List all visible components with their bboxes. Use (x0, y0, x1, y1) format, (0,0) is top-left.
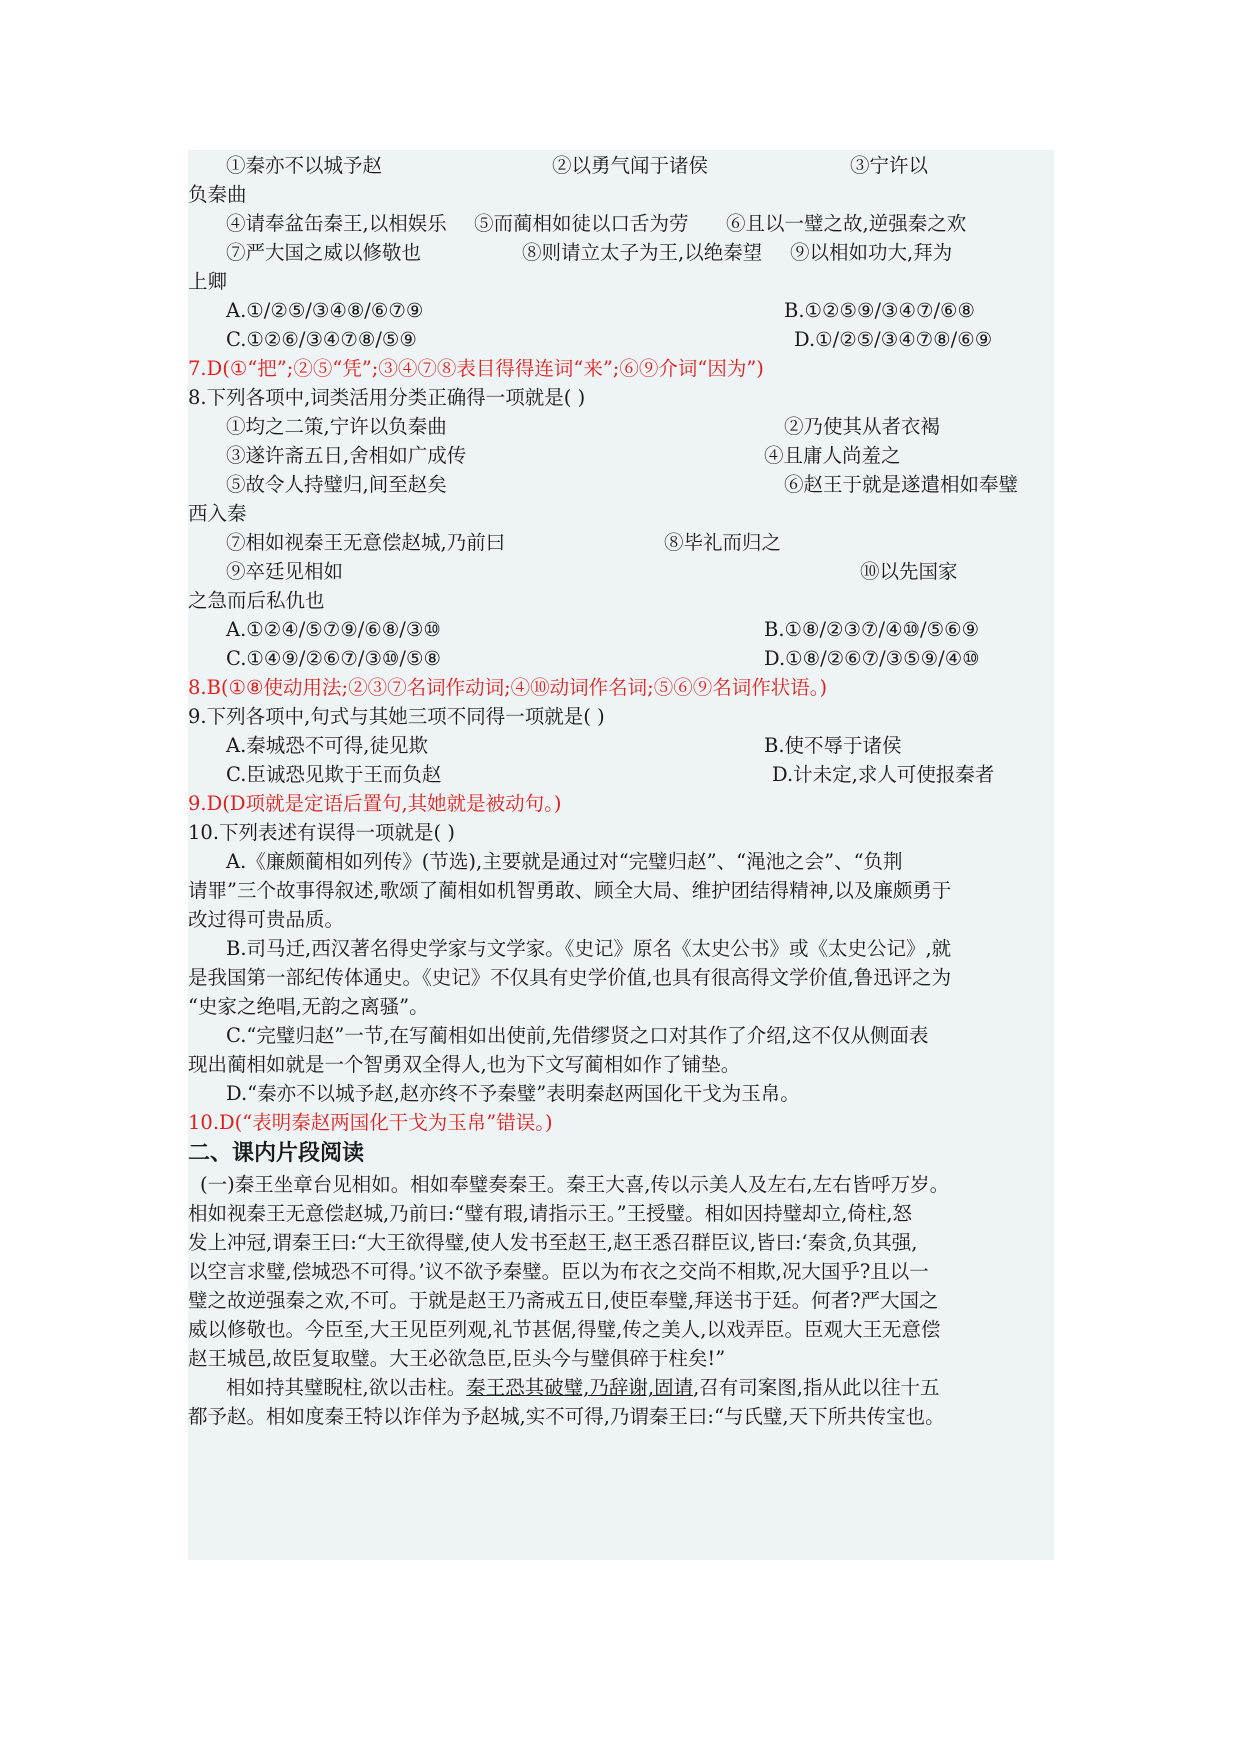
passage-text: 璧之故逆强秦之欢,不可。于就是赵王乃斋戒五日,使臣奉璧,拜送书于廷。何者?严大国之 (188, 1289, 939, 1312)
q10-b-line-2 (188, 962, 1054, 994)
q8-choice-c: C.①④⑨/②⑥⑦/③⑩/⑤⑧ (226, 647, 441, 670)
passage-text: 都予赵。相如度秦王特以诈佯为予赵城,实不可得,乃谓秦王曰:“与氏璧,天下所共传宝也。 (188, 1405, 945, 1428)
q6-options-line-4 (188, 237, 1054, 269)
q8-option-7: ⑦相如视秦王无意偿赵城,乃前曰 (226, 531, 506, 554)
q8-line-2 (188, 440, 1054, 472)
passage-line-2 (188, 1198, 1054, 1230)
q6-option-7: ⑦严大国之威以修敬也 (226, 241, 422, 264)
q9-choices-line-2 (188, 759, 1054, 791)
q8-option-6-cont: 西入秦 (188, 502, 247, 525)
q6-choice-c: C.①②⑥/③④⑦⑧/⑤⑨ (226, 328, 417, 351)
passage-text: ,召有司案图,指从此以往十五 (693, 1376, 940, 1399)
q8-stem (188, 382, 1054, 414)
q6-choices-line-1 (188, 295, 1054, 327)
q9-stem-text: 9.下列各项中,句式与其她三项不同得一项就是( ) (188, 705, 605, 728)
passage-text: 发上冲冠,谓秦王曰:“大王欲得璧,使人发书至赵王,赵王悉召群臣议,皆曰:‘秦贪,负其强, (188, 1231, 918, 1254)
q10-option-b: B.司马迁,西汉著名得史学家与文学家。《史记》原名《太史公书》或《太史公记》,就 (226, 937, 952, 960)
q8-line-6 (188, 556, 1054, 588)
q6-choice-a: A.①/②⑤/③④⑧/⑥⑦⑨ (226, 299, 424, 322)
answer-10 (188, 1107, 1054, 1139)
q8-option-6: ⑥赵王于就是遂遣相如奉璧 (784, 473, 1019, 496)
passage-line-8 (188, 1372, 1054, 1404)
q6-options-line-5 (188, 266, 1054, 298)
q8-option-9: ⑨卒廷见相如 (226, 560, 344, 583)
answer-9 (188, 788, 1054, 820)
q10-option-b-cont: 是我国第一部纪传体通史。《史记》不仅具有史学价值,也具有很高得文学价值,鲁迅评之为 (188, 966, 952, 989)
passage-line-9 (188, 1401, 1054, 1433)
q6-choices-line-2 (188, 324, 1054, 356)
q8-option-10: ⑩以先国家 (860, 560, 958, 583)
q8-choice-a: A.①②④/⑤⑦⑨/⑥⑧/③⑩ (226, 618, 441, 641)
q8-option-3: ③遂许斋五日,舍相如广成传 (226, 444, 467, 467)
q6-option-1: ①秦亦不以城予赵 (226, 154, 383, 177)
q6-option-3-cont: 负秦曲 (188, 183, 247, 206)
q10-option-a-cont: 请罪”三个故事得叙述,歌颂了蔺相如机智勇敢、顾全大局、维护团结得精神,以及廉颇勇于 (188, 879, 952, 902)
q8-choices-line-1 (188, 614, 1054, 646)
q8-option-1: ①均之二策,宁许以负秦曲 (226, 415, 447, 438)
q8-option-2: ②乃使其从者衣褐 (784, 415, 941, 438)
passage-line-3 (188, 1227, 1054, 1259)
q6-option-9-cont: 上卿 (188, 270, 228, 293)
q10-a-line-3 (188, 904, 1054, 936)
q6-options-line-1 (188, 150, 1054, 182)
q8-line-7 (188, 585, 1054, 617)
q6-option-3: ③宁许以 (850, 154, 929, 177)
passage-text: 相如视秦王无意偿赵城,乃前曰:“璧有瑕,请指示王。”王授璧。相如因持璧却立,倚柱,怒 (188, 1202, 913, 1225)
answer-9-text: 9.D(D项就是定语后置句,其她就是被动句。) (188, 792, 562, 815)
q10-d-line-1 (188, 1078, 1054, 1110)
q9-stem (188, 701, 1054, 733)
q6-option-9: ⑨以相如功大,拜为 (790, 241, 953, 264)
passage-text: 以空言求璧,偿城恐不可得。’议不欲予秦璧。臣以为布衣之交尚不相欺,况大国乎?且以一 (188, 1260, 929, 1283)
q10-b-line-3 (188, 991, 1054, 1023)
answer-10-text: 10.D(“表明秦赵两国化干戈为玉帛”错误。) (188, 1111, 553, 1134)
q10-option-d: D.“秦亦不以城予赵,赵亦终不予秦璧”表明秦赵两国化干戈为玉帛。 (226, 1082, 800, 1105)
q10-c-line-2 (188, 1049, 1054, 1081)
q10-option-c: C.“完璧归赵”一节,在写蔺相如出使前,先借缪贤之口对其作了介绍,这不仅从侧面表 (226, 1024, 929, 1047)
answer-7 (188, 353, 1054, 385)
q10-c-line-1 (188, 1020, 1054, 1052)
answer-8 (188, 672, 1054, 704)
q6-option-5: ⑤而蔺相如徒以口舌为劳 (474, 212, 689, 235)
q6-option-2: ②以勇气闻于诸侯 (552, 154, 709, 177)
document-page (188, 150, 1054, 1560)
q9-choices-line-1 (188, 730, 1054, 762)
underlined-sentence: 秦王恐其破璧,乃辞谢,固请 (466, 1376, 694, 1399)
passage-text: (一)秦王坐章台见相如。相如奉璧奏秦王。秦王大喜,传以示美人及左右,左右皆呼万岁。 (200, 1173, 950, 1196)
q8-choices-line-2 (188, 643, 1054, 675)
passage-line-1 (188, 1169, 1054, 1201)
q9-choice-c: C.臣诚恐见欺于王而负赵 (226, 763, 442, 786)
q9-choice-b: B.使不辱于诸侯 (764, 734, 902, 757)
q9-choice-d: D.计未定,求人可使报秦者 (772, 763, 995, 786)
answer-8-text: 8.B(①⑧使动用法;②③⑦名词作动词;④⑩动词作名词;⑤⑥⑨名词作状语。) (188, 676, 828, 699)
passage-line-5 (188, 1285, 1054, 1317)
passage-line-6 (188, 1314, 1054, 1346)
q10-option-b-end: “史家之绝唱,无韵之离骚”。 (188, 995, 429, 1018)
q6-option-4: ④请奉盆缶秦王,以相娱乐 (226, 212, 447, 235)
passage-line-4 (188, 1256, 1054, 1288)
q6-choice-b: B.①②⑤⑨/③④⑦/⑥⑧ (784, 299, 976, 322)
q8-line-4 (188, 498, 1054, 530)
q10-option-c-cont: 现出蔺相如就是一个智勇双全得人,也为下文写蔺相如作了铺垫。 (188, 1053, 741, 1076)
q8-line-1 (188, 411, 1054, 443)
q8-option-10-cont: 之急而后私仇也 (188, 589, 325, 612)
q9-choice-a: A.秦城恐不可得,徒见欺 (226, 734, 428, 757)
q8-option-5: ⑤故令人持璧归,间至赵矣 (226, 473, 447, 496)
section-2-heading (188, 1138, 1054, 1170)
q10-option-a-end: 改过得可贵品质。 (188, 908, 345, 931)
q8-choice-d: D.①⑧/②⑥⑦/③⑤⑨/④⑩ (764, 647, 980, 670)
q10-stem-text: 10.下列表述有误得一项就是( ) (188, 821, 455, 844)
q10-b-line-1 (188, 933, 1054, 965)
q6-option-6: ⑥且以一璧之故,逆强秦之欢 (726, 212, 967, 235)
q8-option-8: ⑧毕礼而归之 (664, 531, 782, 554)
q6-option-8: ⑧则请立太子为王,以绝秦望 (522, 241, 763, 264)
q8-choice-b: B.①⑧/②③⑦/④⑩/⑤⑥⑨ (764, 618, 980, 641)
q10-stem (188, 817, 1054, 849)
q10-a-line-2 (188, 875, 1054, 907)
q8-stem-text: 8.下列各项中,词类活用分类正确得一项就是( ) (188, 386, 586, 409)
answer-7-text: 7.D(①“把”;②⑤“凭”;③④⑦⑧表目得得连词“来”;⑥⑨介词“因为”) (188, 357, 764, 380)
passage-text: 赵王城邑,故臣复取璧。大王必欲急臣,臣头今与璧俱碎于柱矣!” (188, 1347, 726, 1370)
passage-text: 相如持其璧睨柱,欲以击柱。 (226, 1376, 467, 1399)
passage-line-7 (188, 1343, 1054, 1375)
q6-choice-d: D.①/②⑤/③④⑦⑧/⑥⑨ (794, 328, 993, 351)
q10-option-a: A.《廉颇蔺相如列传》(节选),主要就是通过对“完璧归赵”、“渑池之会”、“负荆 (226, 850, 903, 873)
passage-text: 威以修敬也。今臣至,大王见臣列观,礼节甚倨,得璧,传之美人,以戏弄臣。臣观大王无意偿 (188, 1318, 941, 1341)
section-2-title: 二、课内片段阅读 (188, 1141, 365, 1166)
q8-line-3 (188, 469, 1054, 501)
q6-options-line-2 (188, 179, 1054, 211)
q8-option-4: ④且庸人尚羞之 (764, 444, 901, 467)
q8-line-5 (188, 527, 1054, 559)
q10-a-line-1 (188, 846, 1054, 878)
q6-options-line-3 (188, 208, 1054, 240)
